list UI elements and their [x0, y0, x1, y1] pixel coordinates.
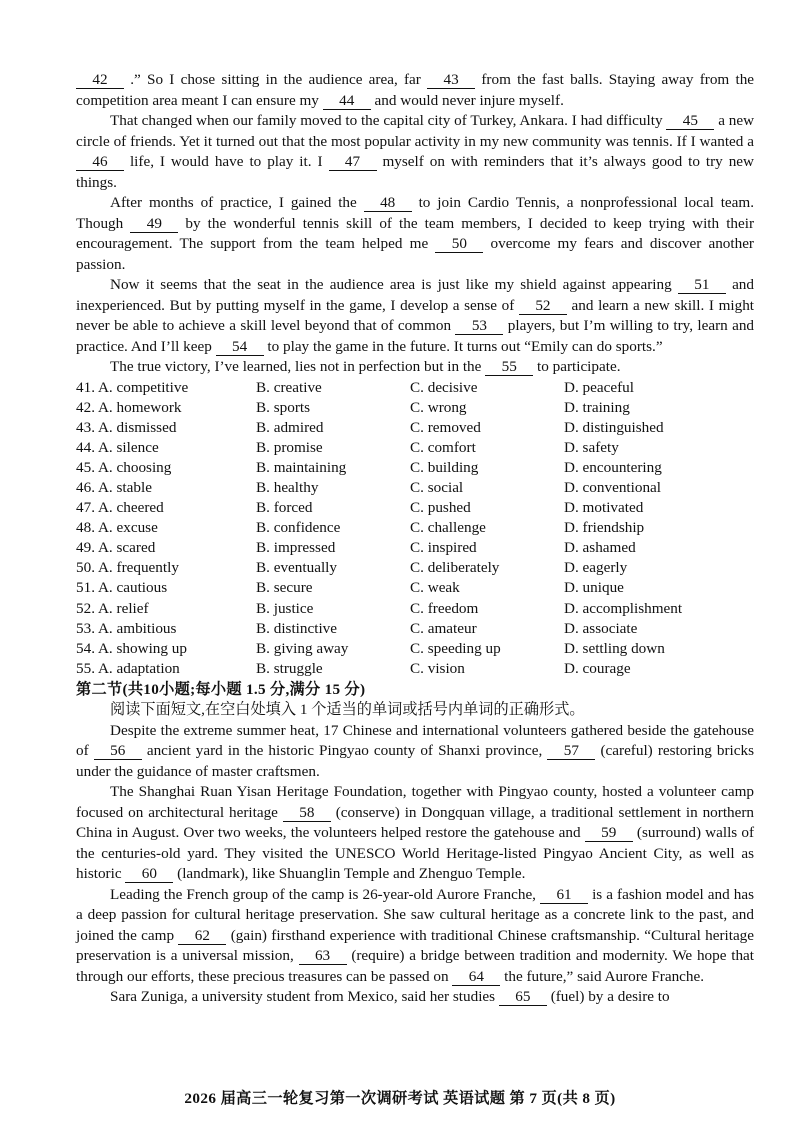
- option-a[interactable]: A. homework: [97, 398, 182, 416]
- text: .” So I chose sitting in the audience area, far: [130, 71, 421, 88]
- question-number: 43.: [76, 418, 95, 436]
- text: and learn a new skill. I might never be able to achieve a skill level beyond that of common: [76, 296, 755, 334]
- option-b[interactable]: B. secure: [256, 579, 313, 597]
- question-number: 41.: [76, 378, 95, 396]
- option-b[interactable]: B. maintaining: [256, 458, 347, 476]
- question-number: 52.: [76, 599, 95, 617]
- text: (require) a bridge between tradition and modernity. We hope that through our efforts, these precious treasures can be passed on: [76, 947, 755, 985]
- option-a[interactable]: A. relief: [97, 599, 149, 617]
- option-d[interactable]: D. settling down: [564, 639, 665, 657]
- text: Despite the extreme summer heat, 17 Chinese and international volunteers gathered beside the gatehouse of: [76, 721, 754, 760]
- text: and would never injure myself.: [374, 91, 564, 109]
- question-number: 48.: [76, 519, 95, 537]
- option-row: [76, 398, 754, 418]
- text: That changed when our family moved to the capital city of Turkey, Ankara. I had difficulty: [110, 112, 663, 129]
- cloze-paragraph-5: [76, 357, 754, 378]
- blank-56[interactable]: 56: [94, 742, 142, 760]
- question-number: 46.: [76, 478, 95, 496]
- option-b[interactable]: B. promise: [256, 438, 323, 456]
- blank-43[interactable]: 43: [427, 71, 475, 89]
- text: Sara Zuniga, a university student from Mexico, said her studies: [110, 988, 496, 1006]
- option-c[interactable]: C. deliberately: [410, 559, 500, 577]
- text: players, but I’m willing to try, learn and practice. And I’ll keep: [76, 317, 755, 355]
- option-d[interactable]: D. safety: [564, 438, 619, 456]
- cloze-paragraph-4: [76, 275, 754, 357]
- option-c[interactable]: C. comfort: [410, 438, 476, 456]
- blank-50[interactable]: 50: [435, 235, 483, 253]
- question-number: 54.: [76, 639, 95, 657]
- option-c[interactable]: C. social: [410, 478, 464, 496]
- option-b[interactable]: B. justice: [256, 599, 314, 617]
- text: The Shanghai Ruan Yisan Heritage Foundation, together with Pingyao county, hosted a volunteer camp focused on architectural heritage: [76, 783, 754, 821]
- option-a[interactable]: A. stable: [97, 478, 152, 496]
- text: overcome my fears and discover another passion.: [76, 235, 754, 273]
- option-c[interactable]: C. challenge: [410, 519, 486, 537]
- option-row: [76, 458, 754, 478]
- blank-51[interactable]: 51: [678, 276, 726, 294]
- option-b[interactable]: B. giving away: [256, 639, 349, 657]
- option-row: [76, 538, 754, 558]
- option-a[interactable]: A. silence: [97, 438, 159, 456]
- blank-46[interactable]: 46: [76, 153, 124, 171]
- option-c[interactable]: C. freedom: [410, 599, 479, 617]
- blank-42[interactable]: 42: [76, 71, 124, 89]
- option-d[interactable]: D. conventional: [564, 478, 662, 496]
- blank-65[interactable]: 65: [499, 988, 547, 1006]
- text: (landmark), like Shuanglin Temple and Zhenguo Temple.: [177, 865, 526, 883]
- text: After months of practice, I gained the: [110, 194, 357, 211]
- option-row: [76, 518, 754, 538]
- question-number: 45.: [76, 458, 95, 476]
- option-b[interactable]: B. eventually: [256, 559, 337, 577]
- option-c[interactable]: C. amateur: [410, 619, 477, 637]
- option-d[interactable]: D. motivated: [564, 499, 644, 517]
- option-d[interactable]: D. distinguished: [564, 418, 664, 436]
- text: from the fast balls. Staying away from the competition area meant I can ensure my: [76, 71, 755, 109]
- option-b[interactable]: B. forced: [256, 499, 313, 517]
- option-a[interactable]: A. cheered: [97, 499, 164, 517]
- grammar-paragraph-3: [76, 885, 754, 988]
- option-c[interactable]: C. pushed: [410, 499, 471, 517]
- options-table: [76, 378, 754, 679]
- option-b[interactable]: B. admired: [256, 418, 324, 436]
- section-instruction: 阅读下面短文,在空白处填入 1 个适当的单词或括号内单词的正确形式。: [110, 701, 585, 719]
- option-a[interactable]: A. showing up: [97, 639, 187, 657]
- blank-58[interactable]: 58: [283, 804, 331, 822]
- text: to play the game in the future. It turns out “Emily can do sports.”: [267, 337, 663, 355]
- question-number: 42.: [76, 398, 95, 416]
- blank-54[interactable]: 54: [216, 338, 264, 356]
- option-d[interactable]: D. encountering: [564, 458, 662, 476]
- option-a[interactable]: A. ambitious: [97, 619, 177, 637]
- option-row: [76, 418, 754, 438]
- option-a[interactable]: A. choosing: [97, 458, 172, 476]
- question-number: 51.: [76, 579, 95, 597]
- blank-60[interactable]: 60: [125, 865, 173, 883]
- option-d[interactable]: D. associate: [564, 619, 638, 637]
- option-b[interactable]: B. impressed: [256, 539, 336, 557]
- option-d[interactable]: D. courage: [564, 659, 631, 677]
- text: The true victory, I’ve learned, lies not in perfection but in the: [110, 358, 482, 375]
- option-a[interactable]: A. frequently: [97, 559, 179, 577]
- option-b[interactable]: B. creative: [256, 378, 322, 396]
- option-c[interactable]: C. vision: [410, 659, 465, 677]
- option-c[interactable]: C. wrong: [410, 398, 467, 416]
- question-number: 49.: [76, 539, 95, 557]
- text: Now it seems that the seat in the audience area is just like my shield against appearing: [110, 276, 672, 293]
- grammar-paragraph-4: [76, 987, 754, 1008]
- option-row: [76, 578, 754, 598]
- text: by the wonderful tennis skill of the team members, I decided to keep trying with their encouragement. The support from the team helped me: [76, 214, 755, 252]
- text: (fuel) by a desire to: [550, 988, 670, 1006]
- option-a[interactable]: A. excuse: [97, 519, 158, 537]
- text: a new circle of friends. Yet it turned out that the most popular activity in my new community was tennis. If I wanted a: [76, 112, 755, 150]
- text: to participate.: [537, 358, 621, 375]
- blank-62[interactable]: 62: [178, 927, 226, 945]
- blank-45[interactable]: 45: [666, 112, 714, 130]
- text: and inexperienced. But by putting myself in the game, I develop a sense of: [76, 276, 754, 314]
- blank-52[interactable]: 52: [519, 297, 567, 315]
- option-row: [76, 639, 754, 659]
- grammar-paragraph-2: [76, 782, 754, 885]
- option-row: [76, 599, 754, 619]
- blank-57[interactable]: 57: [547, 742, 595, 760]
- option-d[interactable]: D. eagerly: [564, 559, 628, 577]
- text: the future,” said Aurore Franche.: [504, 967, 705, 985]
- blank-63[interactable]: 63: [299, 947, 347, 965]
- option-c[interactable]: C. speeding up: [410, 639, 501, 657]
- option-row: [76, 498, 754, 518]
- cloze-paragraph-3: [76, 193, 754, 275]
- text: is a fashion model and has a deep passion for cultural heritage preservation. She saw cultural heritage as a concrete link to the past, and joined the camp: [76, 885, 755, 944]
- text: ancient yard in the historic Pingyao county of Shanxi province,: [146, 742, 543, 760]
- text: Leading the French group of the camp is 26-year-old Aurore Franche,: [110, 885, 536, 903]
- option-c[interactable]: C. removed: [410, 418, 481, 436]
- blank-47[interactable]: 47: [329, 153, 377, 171]
- question-number: 47.: [76, 499, 95, 517]
- option-a[interactable]: A. dismissed: [97, 418, 177, 436]
- option-b[interactable]: B. confidence: [256, 519, 341, 537]
- option-b[interactable]: B. struggle: [256, 659, 323, 677]
- question-number: 44.: [76, 438, 95, 456]
- option-row: [76, 378, 754, 398]
- grammar-paragraph-1: [76, 721, 754, 783]
- option-b[interactable]: B. distinctive: [256, 619, 337, 637]
- blank-64[interactable]: 64: [452, 968, 500, 986]
- option-row: [76, 438, 754, 458]
- text: to join Cardio Tennis, a nonprofessional local team. Though: [76, 194, 755, 232]
- blank-61[interactable]: 61: [540, 886, 588, 904]
- blank-44[interactable]: 44: [323, 92, 371, 110]
- option-a[interactable]: A. competitive: [97, 378, 189, 396]
- text: (gain) firsthand experience with traditional Chinese craftsmanship. “Cultural heritage preservation is a universal mission,: [76, 926, 755, 965]
- text: (careful) restoring bricks under the guidance of master craftsmen.: [76, 742, 755, 780]
- option-a[interactable]: A. cautious: [97, 579, 168, 597]
- text: myself on with reminders that it’s always good to try new things.: [76, 153, 755, 191]
- option-a[interactable]: A. scared: [97, 539, 156, 557]
- option-d[interactable]: D. peaceful: [564, 378, 634, 396]
- blank-53[interactable]: 53: [455, 317, 503, 335]
- section-heading: 第二节(共10小题;每小题 1.5 分,满分 15 分): [76, 680, 366, 698]
- option-d[interactable]: D. accomplishment: [564, 599, 683, 617]
- option-c[interactable]: C. weak: [410, 579, 460, 597]
- option-row: [76, 558, 754, 578]
- blank-55[interactable]: 55: [485, 358, 533, 376]
- option-d[interactable]: D. friendship: [564, 519, 645, 537]
- option-b[interactable]: B. healthy: [256, 478, 319, 496]
- blank-48[interactable]: 48: [364, 194, 412, 212]
- cloze-paragraph-2: [76, 111, 754, 193]
- option-c[interactable]: C. decisive: [410, 378, 478, 396]
- page-footer: 2026 届高三一轮复习第一次调研考试 英语试题 第 7 页(共 8 页): [184, 1090, 616, 1107]
- option-c[interactable]: C. building: [410, 458, 479, 476]
- option-row: [76, 619, 754, 639]
- question-number: 53.: [76, 619, 95, 637]
- blank-59[interactable]: 59: [585, 824, 633, 842]
- option-row: [76, 659, 754, 679]
- question-number: 50.: [76, 559, 95, 577]
- text: (conserve) in Dongquan village, a traditional settlement in northern China in August. Over two weeks, the volunteers helped restore the gatehouse and: [76, 803, 755, 842]
- question-number: 55.: [76, 659, 95, 677]
- option-d[interactable]: D. training: [564, 398, 630, 416]
- text: life, I would have to play it. I: [129, 153, 323, 170]
- cloze-paragraph-1: [76, 70, 754, 111]
- option-b[interactable]: B. sports: [256, 398, 311, 416]
- option-d[interactable]: D. ashamed: [564, 539, 636, 557]
- text: (surround) walls of the centuries-old yard. They visited the UNESCO World Heritage-listed Pingyao Ancient City, as well as historic: [76, 824, 755, 883]
- option-c[interactable]: C. inspired: [410, 539, 477, 557]
- option-a[interactable]: A. adaptation: [97, 659, 180, 677]
- option-row: [76, 478, 754, 498]
- option-d[interactable]: D. unique: [564, 579, 624, 597]
- blank-49[interactable]: 49: [130, 215, 178, 233]
